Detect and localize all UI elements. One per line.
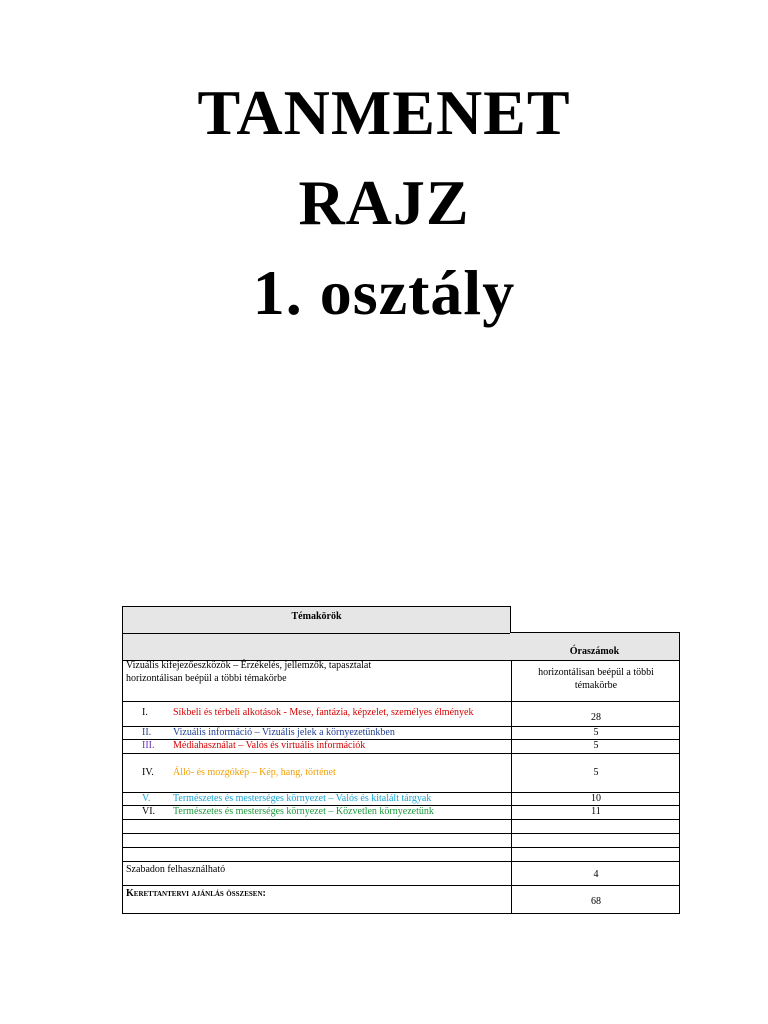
intro-hours-line-1: horizontálisan beépül a többi [538,667,654,678]
row-topic: Természetes és mesterséges környezet – Közvetlen környezetünk [173,806,434,817]
row-hours: 5 [593,767,599,778]
table-row-free [122,862,680,886]
table-row [122,754,680,793]
header-separator [123,633,510,634]
row-topic: Médiahasználat – Valós és virtuális információk [173,740,366,751]
row-number: II. [142,727,152,738]
header-hours: Óraszámok [569,646,620,657]
row-topic: Természetes és mesterséges környezet – Valós és kitalált tárgyak [173,793,432,804]
intro-text-line-2: horizontálisan beépül a többi témakörbe [126,673,287,684]
intro-hours-line-2: témakörbe [574,680,618,691]
header-topics-cell [122,606,511,661]
row-topic: Vizuális információ – Vizuális jelek a környezetünkben [173,727,395,738]
row-number: I. [142,707,148,718]
free-hours: 4 [593,869,599,880]
row-topic: Síkbeli és térbeli alkotások - Mese, fantázia, képzelet, személyes élmények [173,707,474,718]
table-row [122,806,680,820]
title-line-2: RAJZ [298,167,470,238]
intro-text-line-1: Vizuális kifejezőeszközök – Érzékelés, jellemzők, tapasztalat [126,660,372,671]
row-number: VI. [142,806,156,817]
header-topics: Témakörök [291,611,342,622]
table-row [122,793,680,806]
title-line-1: TANMENET [197,77,571,148]
row-hours: 10 [591,793,601,804]
row-topic: Álló- és mozgókép – Kép, hang, történet [173,767,336,778]
table-row-empty [122,820,680,834]
table-row-empty [122,848,680,862]
document-title [0,68,768,338]
header-hours-cell [510,632,680,661]
table-row-empty [122,834,680,848]
table-row [122,702,680,727]
row-number: III. [142,740,155,751]
table-row-intro [122,660,680,702]
table-row [122,740,680,754]
row-number: IV. [142,767,154,778]
row-number: V. [142,793,151,804]
row-hours: 5 [593,740,599,751]
row-hours: 11 [591,806,601,817]
title-line-3: 1. osztály [252,257,516,328]
row-hours: 28 [591,712,601,723]
table-row [122,727,680,740]
table-row-total [122,886,680,914]
free-label: Szabadon felhasználható [126,864,226,875]
total-hours: 68 [591,896,601,907]
row-hours: 5 [593,727,599,738]
total-label: Kerettantervi ajánlás összesen: [126,888,266,899]
